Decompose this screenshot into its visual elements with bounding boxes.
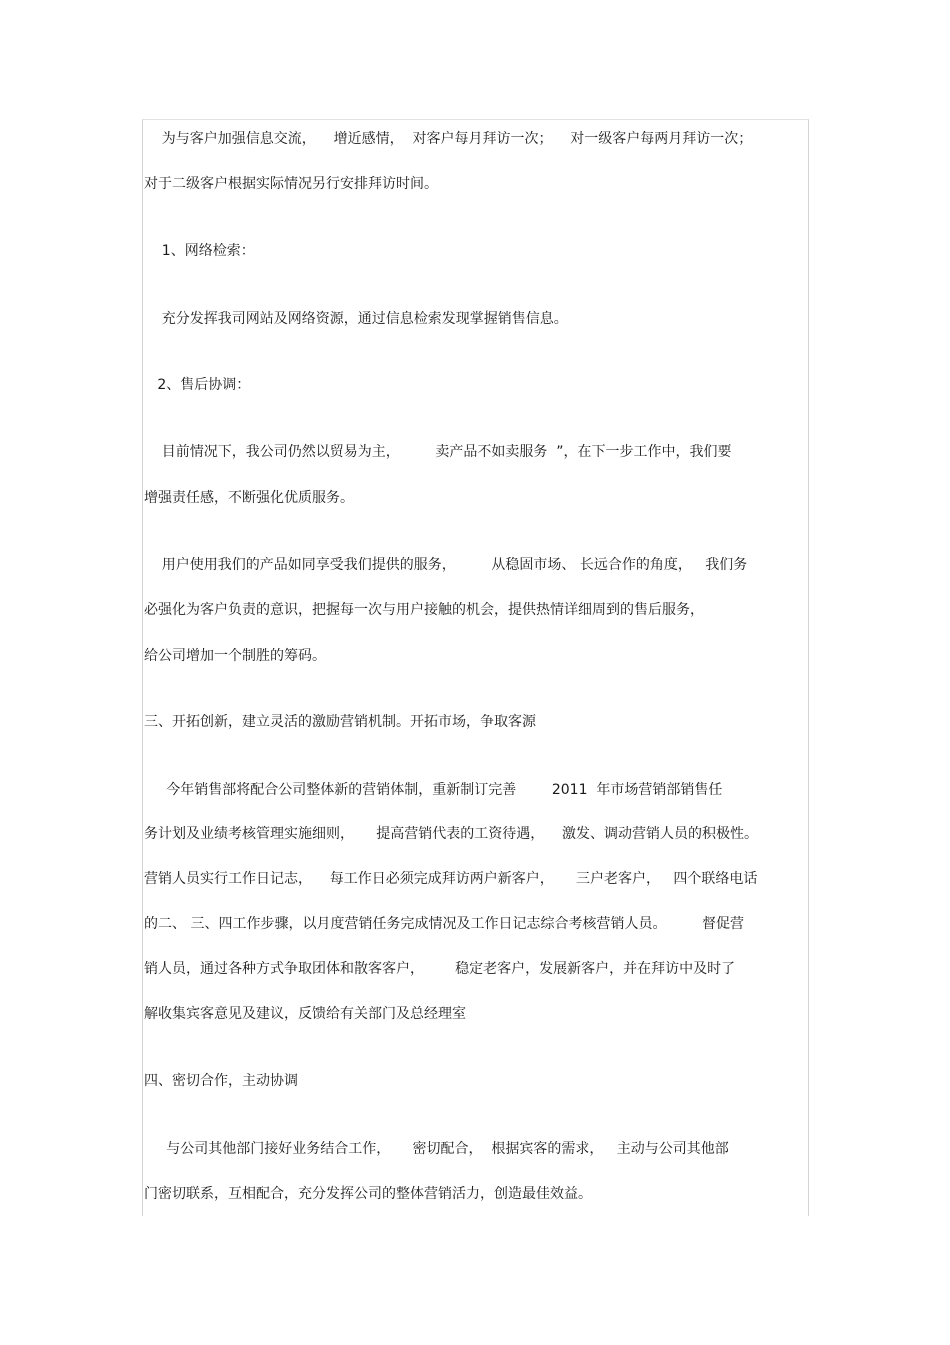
section-heading: 四、密切合作，主动协调 xyxy=(144,1073,298,1089)
text-line: 解收集宾客意见及建议，反馈给有关部门及总经理室 xyxy=(144,1006,466,1022)
text-line: 必强化为客户负责的意识，把握每一次与用户接触的机会，提供热情详细周到的售后服务， xyxy=(144,602,704,618)
text-line: 目前情况下，我公司仍然以贸易为主， 卖产品不如卖服务 ”，在下一步工作中，我们要 xyxy=(144,444,732,460)
text-line: 对于二级客户根据实际情况另行安排拜访时间。 xyxy=(144,176,438,192)
text-line: 的二、 三、四工作步骤，以月度营销任务完成情况及工作日记志综合考核营销人员。 督促营 xyxy=(144,916,745,932)
text-line: 务计划及业绩考核管理实施细则， 提高营销代表的工资待遇， 激发、调动营销人员的积极性。 xyxy=(144,826,759,842)
section-heading: 1、网络检索： xyxy=(144,243,255,259)
text-line: 为与客户加强信息交流， 增近感情， 对客户每月拜访一次； 对一级客户每两月拜访一次； xyxy=(144,131,753,147)
text-line: 给公司增加一个制胜的筹码。 xyxy=(144,648,326,664)
text-line: 用户使用我们的产品如同享受我们提供的服务， 从稳固市场、 长远合作的角度， 我们务 xyxy=(144,557,748,573)
section-heading: 2、售后协调： xyxy=(144,377,251,393)
section-heading: 三、开拓创新，建立灵活的激励营销机制。开拓市场，争取客源 xyxy=(144,714,536,730)
text-line: 销人员，通过各种方式争取团体和散客客户， 稳定老客户，发展新客户，并在拜访中及时了 xyxy=(144,961,736,977)
text-line: 与公司其他部门接好业务结合工作， 密切配合， 根据宾客的需求， 主动与公司其他部 xyxy=(144,1141,729,1157)
page-frame xyxy=(142,119,809,1216)
text-line: 门密切联系，互相配合，充分发挥公司的整体营销活力，创造最佳效益。 xyxy=(144,1186,592,1202)
text-line: 增强责任感，不断强化优质服务。 xyxy=(144,490,354,506)
text-line: 营销人员实行工作日记志， 每工作日必须完成拜访两户新客户， 三户老客户， 四个联络电话 xyxy=(144,871,758,887)
text-line: 充分发挥我司网站及网络资源，通过信息检索发现掌握销售信息。 xyxy=(144,311,568,327)
text-line: 今年销售部将配合公司整体新的营销体制，重新制订完善 2011 年市场营销部销售任 xyxy=(144,782,723,798)
